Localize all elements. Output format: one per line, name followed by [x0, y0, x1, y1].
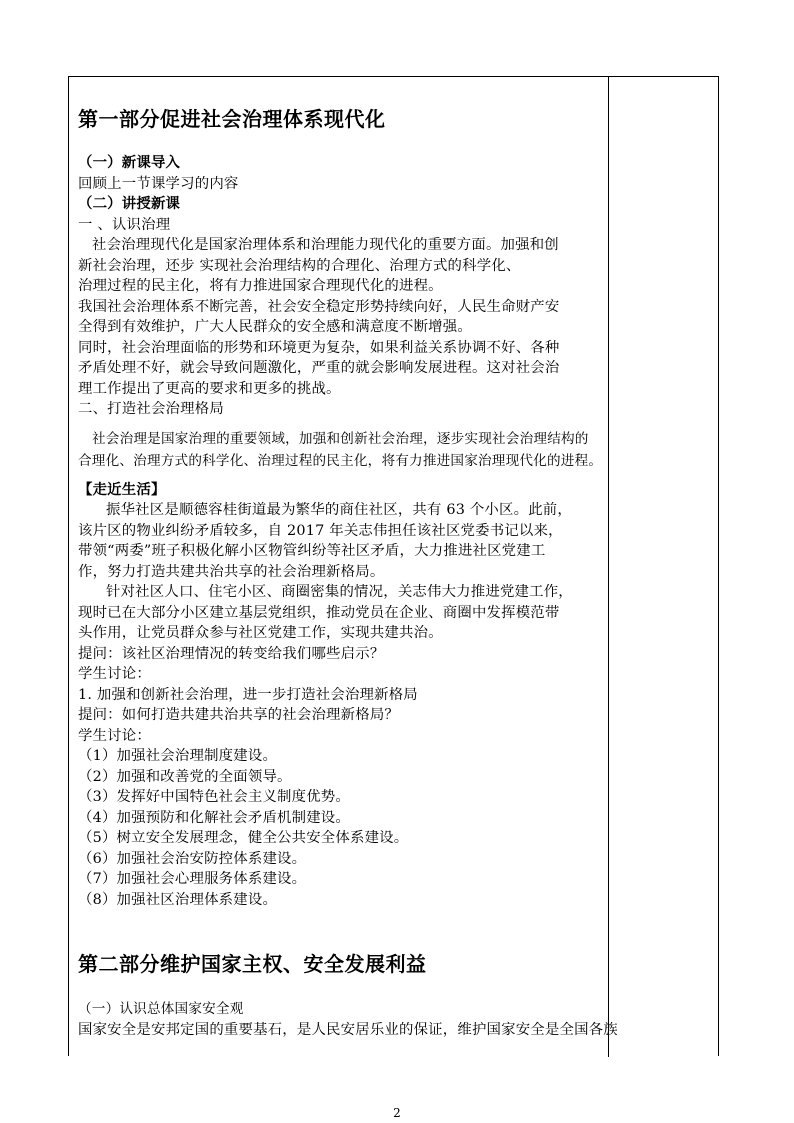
life-para2-line: 头作用，让党员群众参与社区党建工作，实现共建共治。 — [78, 625, 443, 641]
para4-line: 合理化、治理方式的科学化、治理过程的民主化，将有力推进国家治理现代化的进程。 — [78, 452, 603, 469]
list-item: （5）树立安全发展理念，健全公共安全体系建设。 — [78, 830, 409, 846]
section2-title: 第二部分维护国家主权、安全发展利益 — [78, 952, 427, 976]
list-item: （8）加强社区治理体系建设。 — [78, 891, 278, 908]
list-item: （2）加强和改善党的全面领导。 — [78, 768, 292, 785]
section1-point1: 一 、认识治理 — [78, 216, 171, 233]
section1-point2: 二、打造社会治理格局 — [78, 401, 224, 417]
life-para1-line: 带领“两委”班子积极化解小区物管纠纷等社区矛盾，大力推进社区党建工 — [78, 543, 546, 559]
section2-para1: 国家安全是安邦定国的重要基石，是人民安居乐业的保证，维护国家安全是全国各族 — [78, 1022, 618, 1038]
life-para1-line: 作，努力打造共建共治共享的社会治理新格局。 — [78, 563, 385, 580]
page-number: 2 — [393, 1106, 401, 1120]
column-divider — [608, 77, 609, 1057]
para1-line: 新社会治理，还步 实现社会治理结构的合理化、治理方式的科学化、 — [78, 257, 521, 274]
para2-line: 全得到有效维护，广大人民群众的安全感和满意度不断增强。 — [78, 319, 472, 335]
list-item: （4）加强预防和化解社会矛盾机制建设。 — [78, 809, 350, 826]
para3-line: 理工作提出了更高的要求和更多的挑战。 — [78, 380, 341, 397]
section1-sub1-text: 回顾上一节课学习的内容 — [78, 175, 239, 192]
section1-sub2-heading: （二）讲授新课 — [78, 195, 181, 212]
lesson-content-cell — [78, 99, 618, 1041]
answer-1: 1. 加强和创新社会治理，进一步打造社会治理新格局 — [78, 686, 418, 703]
question-2: 提问：如何打造共建共治共享的社会治理新格局？ — [78, 707, 399, 723]
para1-line: 社会治理现代化是国家治理体系和治理能力现代化的重要方面。加强和创 — [92, 237, 559, 253]
lesson-table — [68, 76, 719, 1056]
life-para2-line: 针对社区人口、住宅小区、商圈密集的情况，关志伟大力推进党建工作， — [106, 584, 573, 600]
list-item: （3）发挥好中国特色社会主义制度优势。 — [78, 789, 350, 805]
life-para1-line: 振华社区是顺德容桂街道最为繁华的商住社区，共有 63 个小区。此前， — [106, 502, 572, 518]
para3-line: 矛盾处理不好，就会导致问题激化，严重的就会影响发展进程。这对社会治 — [78, 360, 560, 376]
para2-line: 我国社会治理体系不断完善，社会安全稳定形势持续向好，人民生命财产安 — [78, 298, 560, 315]
para1-line: 治理过程的民主化，将有力推进国家合理现代化的进程。 — [78, 278, 443, 294]
question-1: 提问：该社区治理情况的转变给我们哪些启示？ — [78, 645, 385, 662]
life-label: 【走近生活】 — [78, 480, 166, 498]
list-item: （6）加强社会治安防控体系建设。 — [78, 850, 307, 867]
life-para1-line: 该片区的物业纠纷矛盾较多，自 2017 年关志伟担任该社区党委书记以来， — [78, 522, 563, 539]
section1-sub1-heading: （一）新课导入 — [78, 154, 181, 171]
discussion-label-1: 学生讨论： — [78, 666, 151, 682]
discussion-label-2: 学生讨论： — [78, 727, 151, 744]
life-para2-line: 现时已在大部分小区建立基层党组织，推动党员在企业、商圈中发挥模范带 — [78, 604, 560, 621]
para4-line: 社会治理是国家治理的重要领域，加强和创新社会治理，逐步实现社会治理结构的 — [92, 430, 589, 447]
list-item: （7）加强社会心理服务体系建设。 — [78, 871, 307, 887]
section2-sub1-heading: （一）认识总体国家安全观 — [78, 1001, 244, 1017]
list-item: （1）加强社会治理制度建设。 — [78, 748, 278, 764]
para3-line: 同时，社会治理面临的形势和环境更为复杂，如果利益关系协调不好、各种 — [78, 339, 560, 356]
section1-title: 第一部分促进社会治理体系现代化 — [78, 107, 386, 131]
